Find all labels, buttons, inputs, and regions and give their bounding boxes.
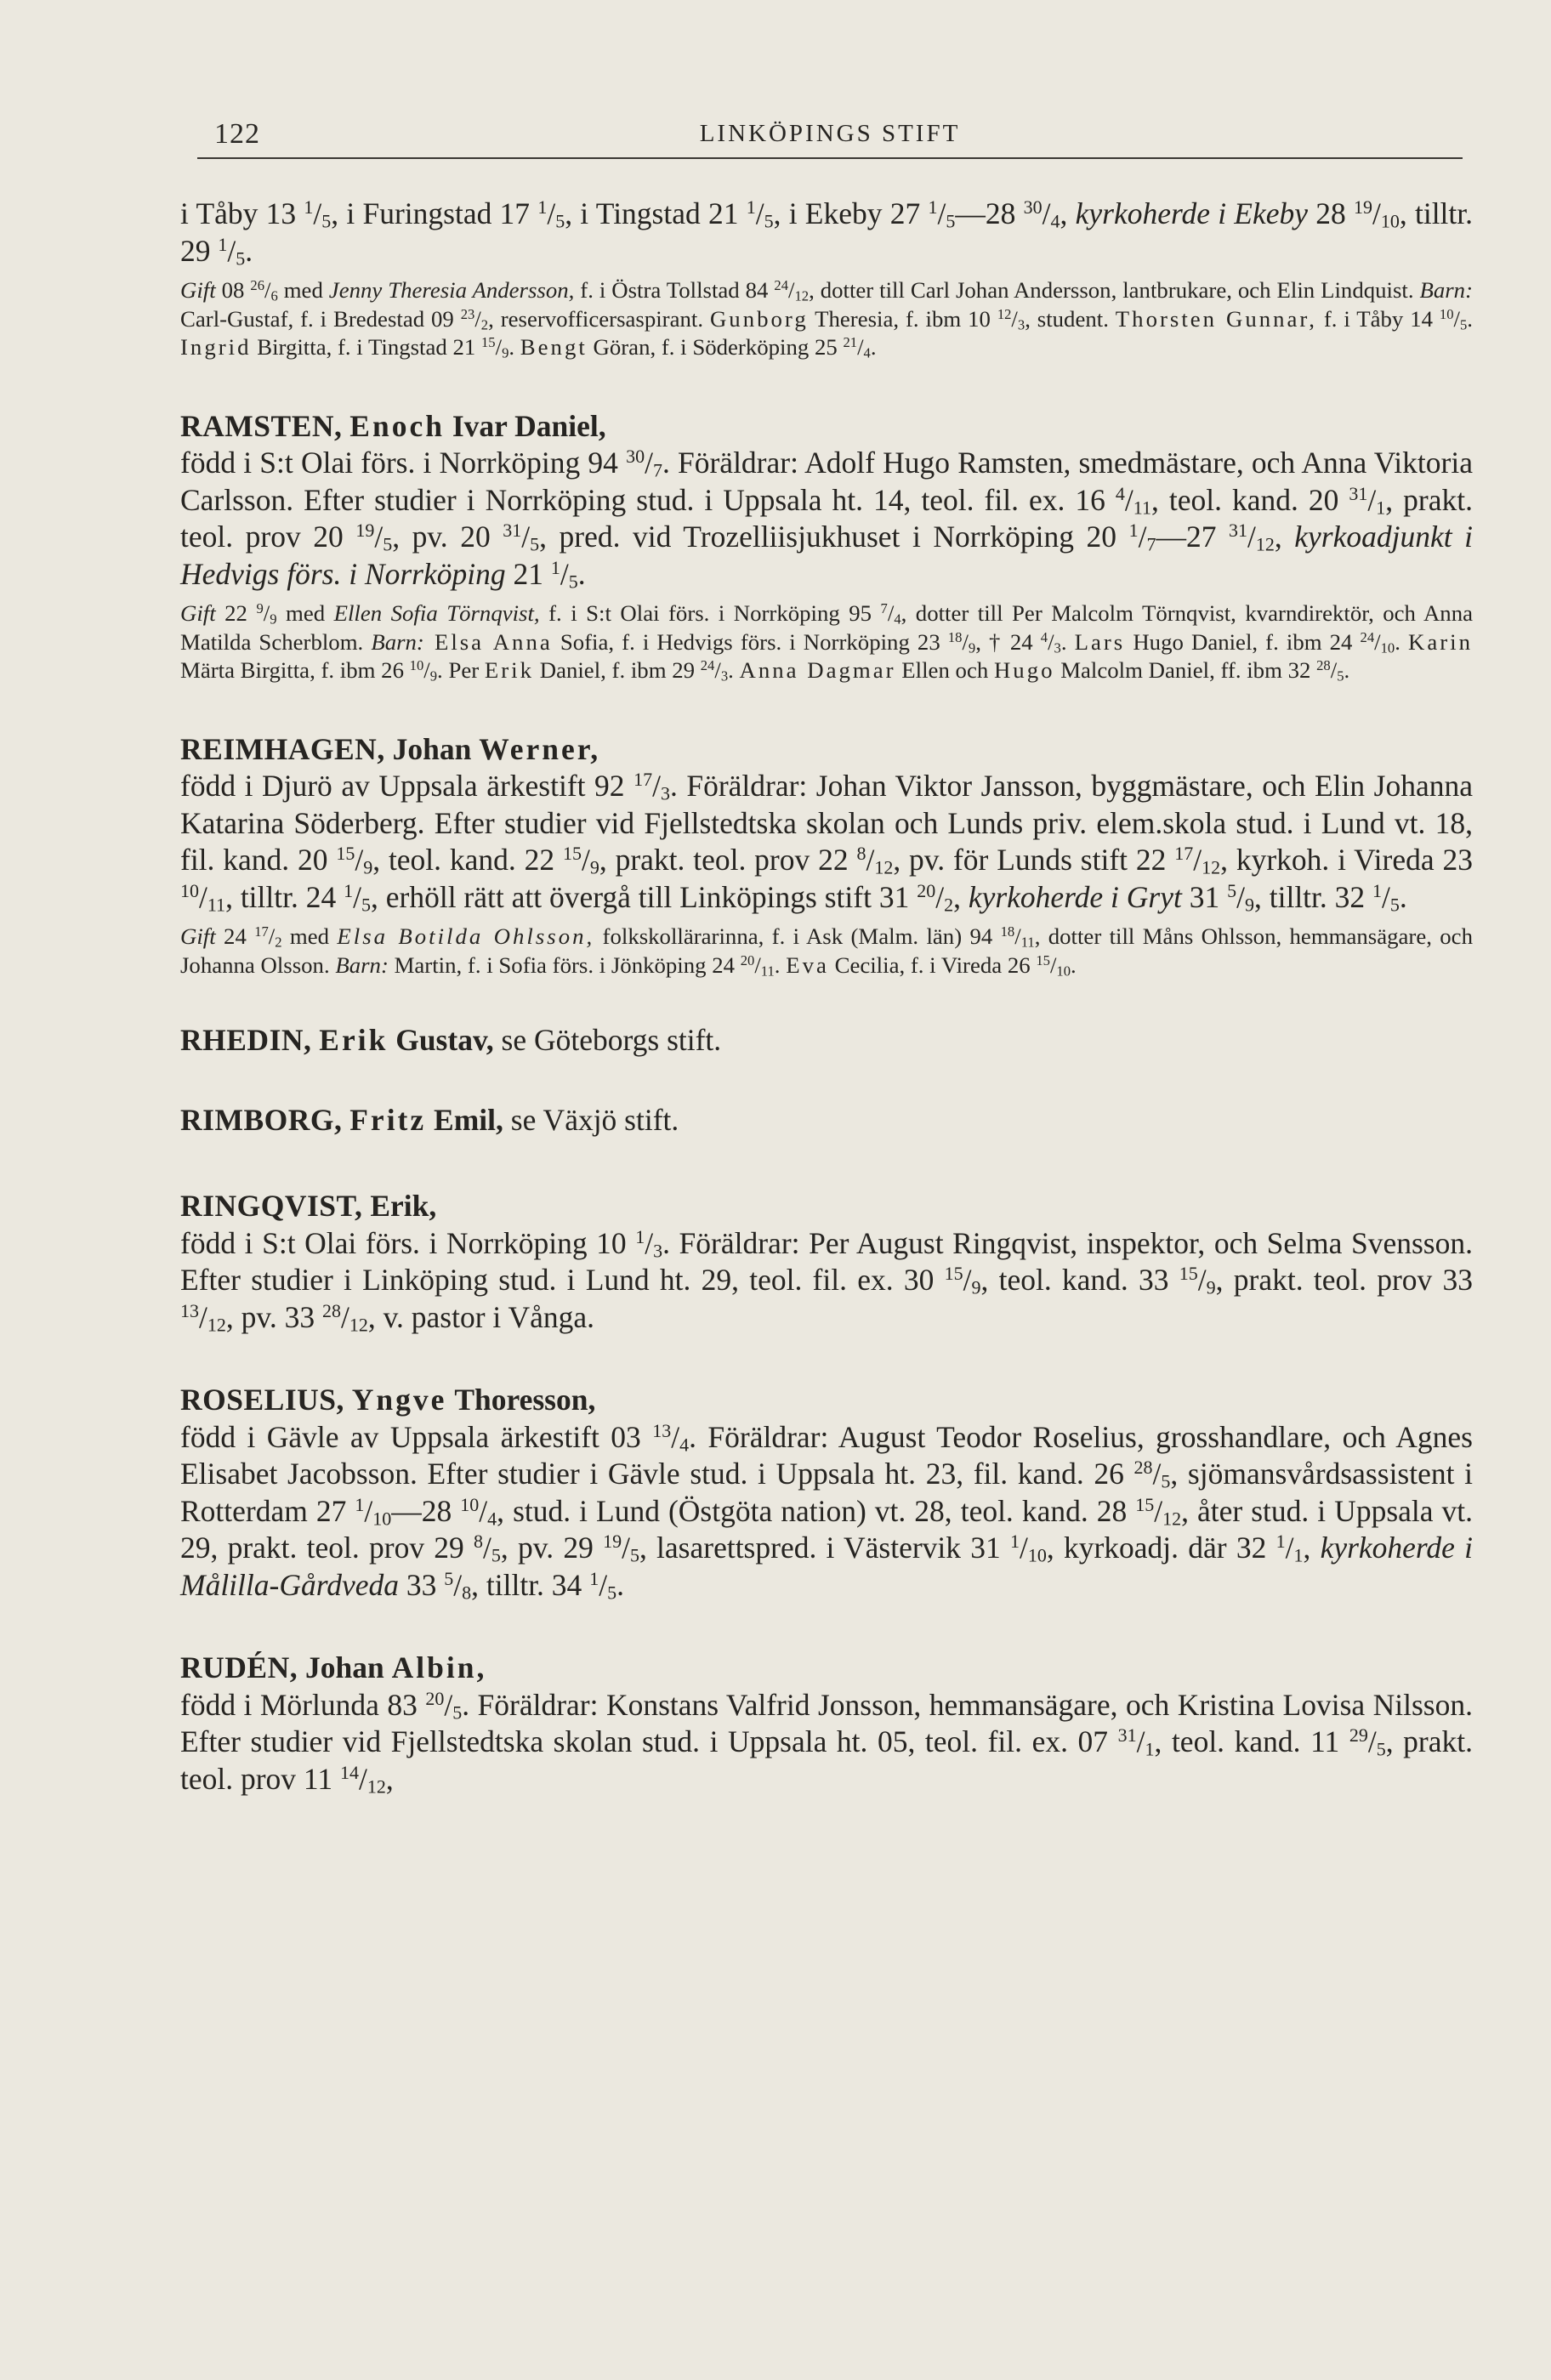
entry-rimborg — [180, 1102, 1473, 1139]
entry-roselius — [180, 1382, 1473, 1604]
page-number: 122 — [214, 118, 260, 150]
entry-body: född i S:t Olai förs. i Norrköping 10 $^1/_3$. Föräldrar: Per August Ringqvist, inspektor, och Selma Svensson. Efter studier i Linköping stud. i Lund ht. 29, teol. fil. ex. 30 $^{15}/_9$, teol. kand. 33 $^{15}/_9$, prakt. teol. prov 33 $^{13}/_{12}$, pv. 33 $^{28}/_{12}$, v. pastor i Vånga. — [180, 1225, 1474, 1335]
entry-heading: RAMSTEN, Enoch Ivar Daniel, — [180, 408, 606, 443]
entry-heading: RUDÉN, Johan Albin, — [180, 1650, 487, 1684]
entry-continuation — [180, 196, 1473, 362]
entry-heading: ROSELIUS, Yngve Thoresson, — [180, 1383, 596, 1417]
family-note: Gift 22 $^9/_9$ med Ellen Sofia Törnqvist, f. i S:t Olai förs. i Norrköping 95 $^7/_4$, dotter till Per Malcolm Törnqvist, kvarndirektör, och Anna Matilda Scherblom. Barn: Elsa Anna Sofia, f. i Hedvigs förs. i Norrköping 23 $^{18}/_9$, † 24 $^4/_3$. Lars Hugo Daniel, f. ibm 24 $^{24}/_{10}$. Karin Märta Birgitta, f. ibm 26 $^{10}/_9$. Per Erik Daniel, f. ibm 29 $^{24}/_3$. Anna Dagmar Ellen och Hugo Malcolm Daniel, ff. ibm 32 $^{28}/_5$. — [180, 599, 1474, 684]
entry-reimhagen — [180, 731, 1473, 980]
entry-ruden — [180, 1650, 1473, 1798]
entry-body: född i S:t Olai förs. i Norrköping 94 $^{30}/_7$. Föräldrar: Adolf Hugo Ramsten, smedmästare, och Anna Viktoria Carlsson. Efter studier i Norrköping stud. i Uppsala ht. 14, teol. fil. ex. 16 $^4/_{11}$, teol. kand. 20 $^{31}/_1$, prakt. teol. prov 20 $^{19}/_5$, pv. 20 $^{31}/_5$, pred. vid Trozelliisjukhuset i Norrköping 20 $^1/_7—27$ $^{31}/_{12}$, kyrkoadjunkt i Hedvigs förs. i Norrköping 21 $^1/_5$. — [180, 445, 1474, 592]
entry-heading: RIMBORG, Fritz Emil, se Växjö stift. — [180, 1102, 679, 1137]
cross-reference: se Växjö stift. — [503, 1102, 679, 1137]
entry-body: född i Gävle av Uppsala ärkestift 03 $^{13}/_4$. Föräldrar: August Teodor Roselius, grosshandlare, och Agnes Elisabet Jacobsson. Efter studier i Gävle stud. i Uppsala ht. 23, fil. kand. 26 $^{28}/_5$, sjömansvårdsassistent i Rotterdam 27 $^1/_{10}—28$ $^{10}/_4$, stud. i Lund (Östgöta nation) vt. 28, teol. kand. 28 $^{15}/_{12}$, åter stud. i Uppsala vt. 29, prakt. teol. prov 29 $^8/_5$, pv. 29 $^{19}/_5$, lasarettspred. i Västervik 31 $^1/_{10}$, kyrkoadj. där 32 $^1/_1$, kyrkoherde i Målilla-Gårdveda 33 $^5/_8$, tilltr. 34 $^1/_5$. — [180, 1419, 1474, 1603]
entry-body: född i Mörlunda 83 $^{20}/_5$. Föräldrar: Konstans Valfrid Jonsson, hemmansägare, och Kristina Lovisa Nilsson. Efter studier vid Fjellstedtska skolan stud. i Uppsala ht. 05, teol. fil. ex. 07 $^{31}/_1$, teol. kand. 11 $^{29}/_5$, prakt. teol. prov 11 $^{14}/_{12}$, — [180, 1687, 1473, 1797]
family-note: Gift 08 $^{26}/_6$ med Jenny Theresia Andersson, f. i Östra Tollstad 84 $^{24}/_{12}$, dotter till Carl Johan Andersson, lantbrukare, och Elin Lindquist. Barn: Carl-Gustaf, f. i Bredestad 09 $^{23}/_2$, reservofficersaspirant. Gunborg Theresia, f. ibm 10 $^{12}/_3$, student. Thorsten Gunnar, f. i Tåby 14 $^{10}/_5$. Ingrid Birgitta, f. i Tingstad 21 $^{15}/_9$. Bengt Göran, f. i Söderköping 25 $^{21}/_4$. — [180, 276, 1474, 361]
entry-heading: RHEDIN, Erik Gustav, se Göteborgs stift. — [180, 1023, 722, 1057]
running-head: LINKÖPINGS STIFT — [699, 120, 961, 147]
entry-ringqvist — [180, 1188, 1473, 1336]
family-note: Gift 24 $^{17}/_2$ med Elsa Botilda Ohlsson, folkskollärarinna, f. i Ask (Malm. län) 94 $^{18}/_{11}$, dotter till Måns Ohlsson, hemmansägare, och Johanna Olsson. Barn: Martin, f. i Sofia förs. i Jönköping 24 $^{20}/_{11}$. Eva Cecilia, f. i Vireda 26 $^{15}/_{10}$. — [180, 923, 1473, 979]
page-header — [197, 115, 1463, 159]
entry-body: född i Djurö av Uppsala ärkestift 92 $^{17}/_3$. Föräldrar: Johan Viktor Jansson, byggmästare, och Elin Johanna Katarina Söderberg. Efter studier vid Fjellstedtska skolan och Lunds priv. elem.skola stud. i Lund vt. 18, fil. kand. 20 $^{15}/_9$, teol. kand. 22 $^{15}/_9$, prakt. teol. prov 22 $^8/_{12}$, pv. för Lunds stift 22 $^{17}/_{12}$, kyrkoh. i Vireda 23 $^{10}/_{11}$, tilltr. 24 $^1/_5$, erhöll rätt att övergå till Linköpings stift 31 $^{20}/_2$, kyrkoherde i Gryt 31 $^5/_9$, tilltr. 32 $^1/_5$. — [180, 768, 1473, 915]
entry-heading: RINGQVIST, Erik, — [180, 1189, 437, 1223]
entry-heading: REIMHAGEN, Johan Werner, — [180, 731, 601, 766]
entry-rhedin — [180, 1022, 1473, 1059]
entry-ramsten — [180, 408, 1473, 685]
entry-body: i Tåby 13 $^1/_5$, i Furingstad 17 $^1/_5$, i Tingstad 21 $^1/_5$, i Ekeby 27 $^1/_5—28$ $^{30}/_4$, kyrkoherde i Ekeby 28 $^{19}/_{10}$, tilltr. 29 $^1/_5$. — [180, 196, 1474, 269]
cross-reference: se Göteborgs stift. — [493, 1023, 722, 1057]
page-content — [180, 196, 1473, 1798]
